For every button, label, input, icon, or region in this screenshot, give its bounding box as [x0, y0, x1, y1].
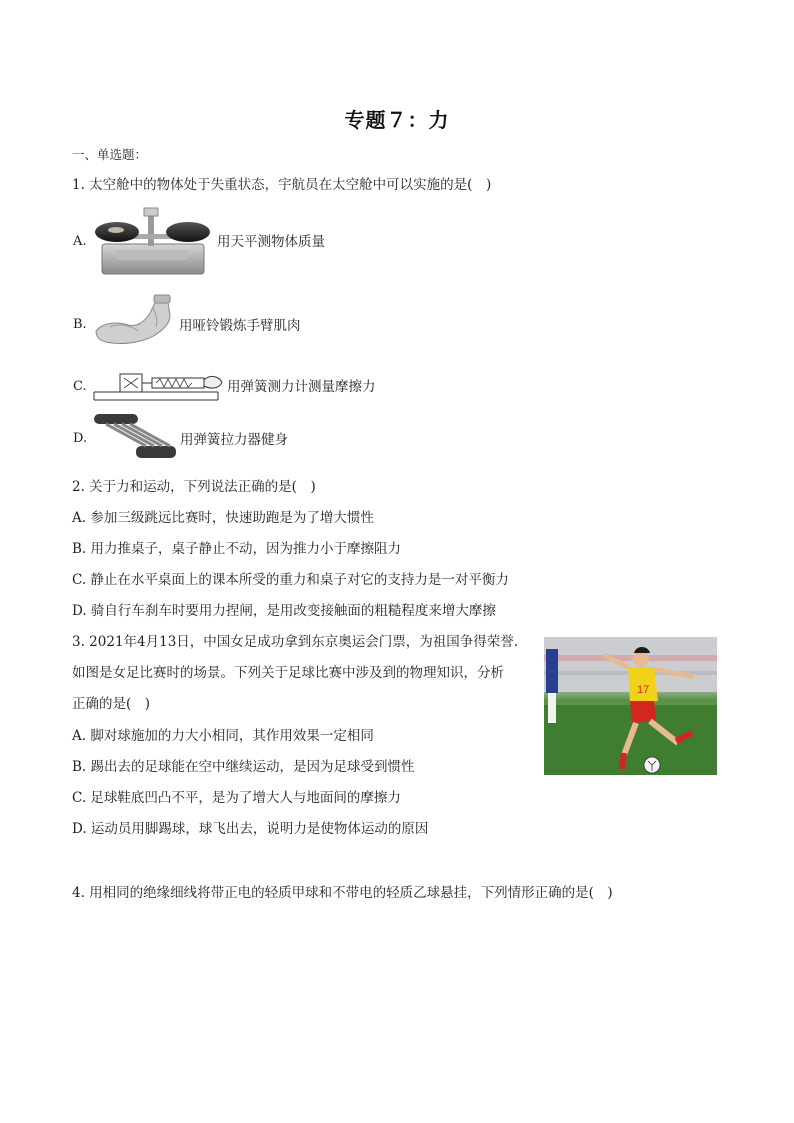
- section-heading: 一、单选题：: [72, 147, 148, 162]
- q1-option-d-text: 用弹簧拉力器健身: [180, 432, 288, 448]
- q2-option-a[interactable]: A. 参加三级跳远比赛时，快速助跑是为了增大惯性: [72, 510, 374, 526]
- question-3-stem-line-1: 3. 2021年4月13日，中国女足成功拿到东京奥运会门票，为祖国争得荣誉.: [72, 634, 519, 650]
- q1-option-a-letter[interactable]: A.: [73, 234, 87, 249]
- question-2-stem: 2. 关于力和运动，下列说法正确的是( ): [72, 479, 316, 495]
- q1-option-d-letter[interactable]: D.: [73, 431, 88, 446]
- page-title: 专题７：力: [344, 108, 450, 132]
- q1-option-a-text: 用天平测物体质量: [217, 234, 325, 250]
- arm-muscle-image: [92, 293, 178, 349]
- football-player-photo: [544, 637, 717, 775]
- q3-option-c[interactable]: C. 足球鞋底凹凸不平，是为了增大人与地面间的摩擦力: [72, 790, 401, 806]
- q2-option-d[interactable]: D. 骑自行车刹车时要用力捏闸，是用改变接触面的粗糙程度来增大摩擦: [72, 603, 496, 619]
- balance-scale-image: [92, 206, 216, 276]
- q2-option-c[interactable]: C. 静止在水平桌面上的课本所受的重力和桌子对它的支持力是一对平衡力: [72, 572, 509, 588]
- q3-option-d[interactable]: D. 运动员用脚踢球，球飞出去，说明力是使物体运动的原因: [72, 821, 429, 837]
- question-3-stem-line-3: 正确的是( ): [72, 696, 151, 712]
- spring-expander-image: [92, 412, 178, 464]
- q1-option-b-letter[interactable]: B.: [73, 317, 87, 332]
- q1-option-b-text: 用哑铃锻炼手臂肌肉: [179, 318, 301, 334]
- question-4-stem: 4. 用相同的绝缘细线将带正电的轻质甲球和不带电的轻质乙球悬挂，下列情形正确的是( ): [72, 885, 613, 901]
- q2-option-b[interactable]: B. 用力推桌子，桌子静止不动，因为推力小于摩擦阻力: [72, 541, 402, 557]
- jersey-number: 17: [637, 684, 650, 696]
- spring-scale-friction-image: [92, 368, 226, 402]
- q1-option-c-letter[interactable]: C.: [73, 379, 87, 394]
- question-3-stem-line-2: 如图是女足比赛时的场景。下列关于足球比赛中涉及到的物理知识，分析: [72, 665, 504, 681]
- q3-option-a[interactable]: A. 脚对球施加的力大小相同，其作用效果一定相同: [72, 728, 374, 744]
- question-1-stem: 1. 太空舱中的物体处于失重状态，宇航员在太空舱中可以实施的是( ): [72, 177, 492, 193]
- q1-option-c-text: 用弹簧测力计测量摩擦力: [227, 379, 376, 395]
- q3-option-b[interactable]: B. 踢出去的足球能在空中继续运动，是因为足球受到惯性: [72, 759, 415, 775]
